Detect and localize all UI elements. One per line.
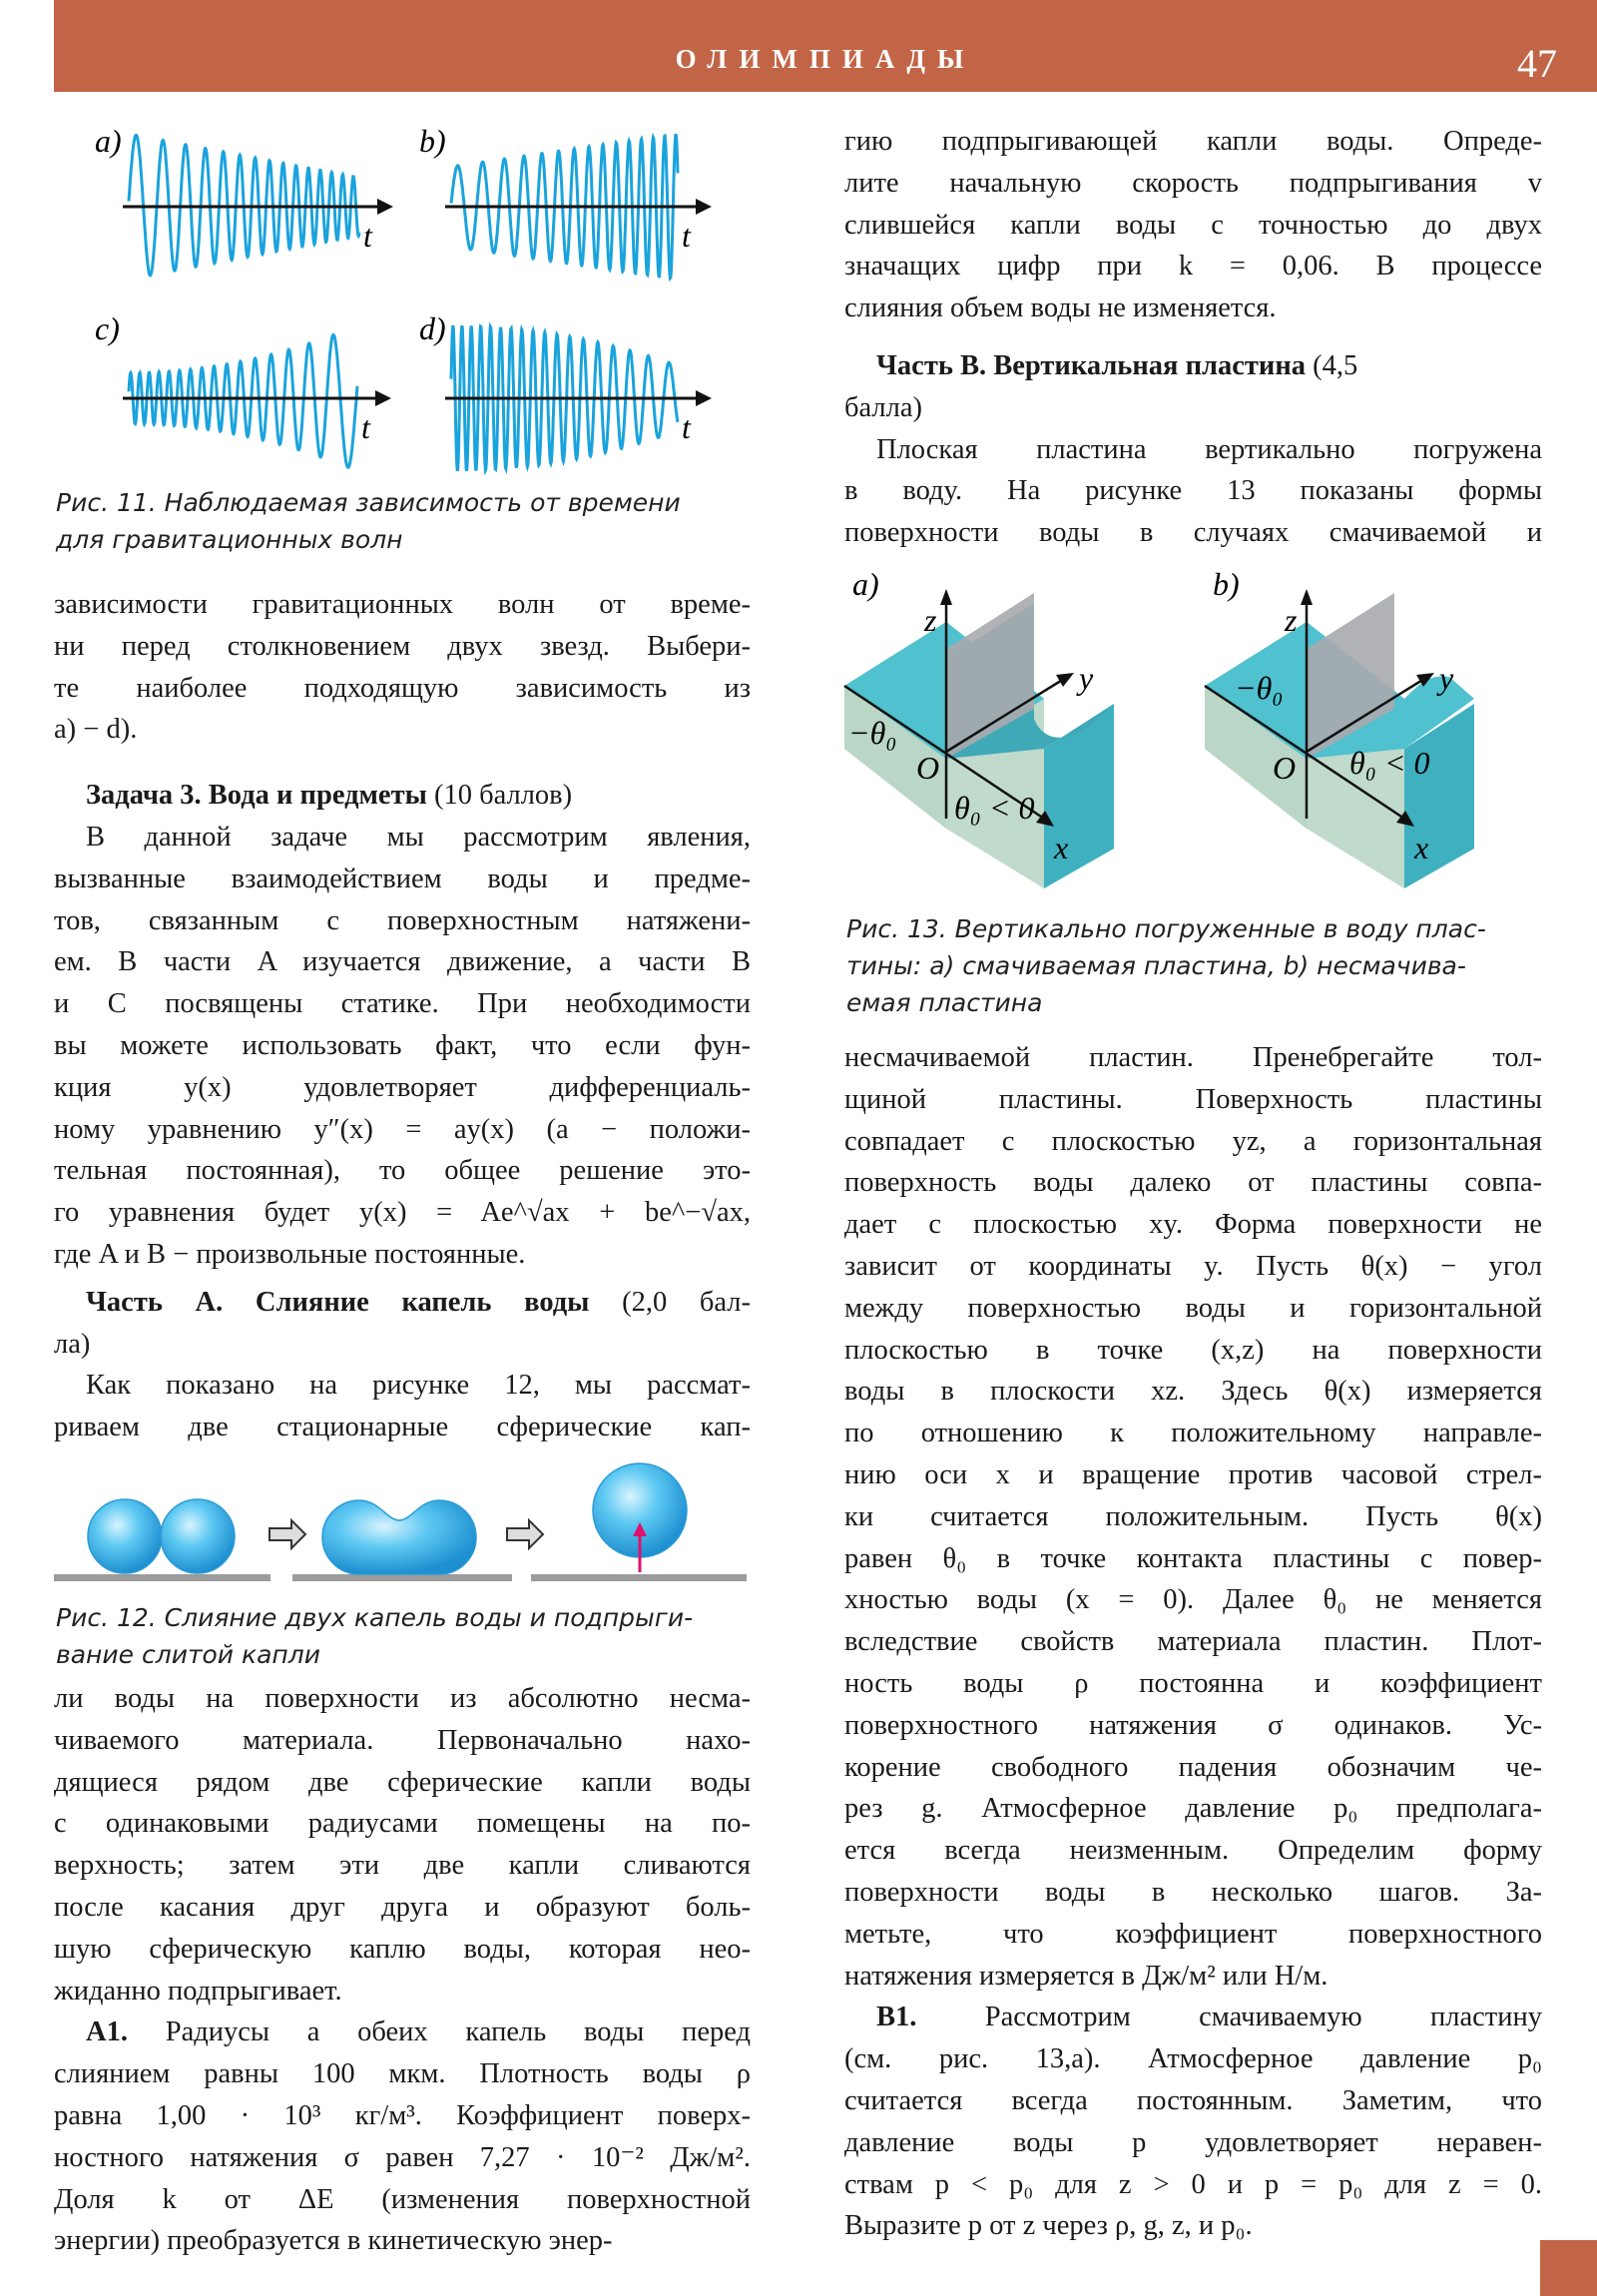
axis-arrow-icon [696,390,712,406]
partB-heading [844,345,1542,429]
text-line: воды в плоскости xz. Здесь θ(x) измеряется [844,1376,1542,1408]
axis-label-y: y [1439,660,1454,696]
z-arrow-icon [1301,589,1313,605]
panel-label: b) [1213,566,1240,602]
page-number: 47 [1517,41,1557,86]
text-line: тов, связанным с поверхностным натяжени- [54,904,751,936]
text-line: Часть А. Слияние капель воды (2,0 бал- [86,1286,751,1318]
wave-signal [129,334,357,467]
caption-line: Рис. 11. Наблюдаемая зависимость от времени [56,488,681,517]
text-line: поверхностного натяжения σ одинаков. Ус- [844,1709,1542,1741]
text-line: Как показано на рисунке 12, мы рассмат- [86,1370,751,1402]
text-line: вследствие свойств материала пластин. Плот- [844,1626,1542,1658]
text-line: после касания друг друга и образуют боль- [54,1891,751,1923]
text-line: чиваемого материала. Первоначально нахо- [54,1724,751,1756]
text-line: дает с плоскостью xy. Форма поверхности не [844,1209,1542,1241]
merging-drops [322,1500,476,1574]
text-line: вызванные взаимодействием воды и предме- [54,862,751,894]
text-line: го уравнения будет y(x) = Ae^√ax + be^−√ax, [54,1197,751,1229]
left-column [54,584,751,1448]
text-line: Часть B. Вертикальная пластина (4,5 [876,349,1358,381]
figure-12-caption [56,1599,693,1673]
angle-label-pos: θ₀ < 0 [954,790,1035,826]
panel-label: a) [95,123,122,159]
heading-title: Часть А. Слияние капель воды [86,1286,623,1318]
text-line: лите начальную скорость подпрыгивания v [844,167,1542,199]
text-line: слившейся капли воды с точностью до двух [844,209,1542,241]
plate-panel-b [1205,566,1474,888]
question-label: A1. [86,2016,128,2048]
text-line: верхность; затем эти две капли сливаются [54,1850,751,1882]
axis-label-z: z [1285,602,1298,638]
plate-panel-a [844,566,1114,888]
figure-12-drops [0,1437,798,1597]
text-line: слияния объем воды не изменяется. [844,292,1277,324]
task3-intro [54,817,751,1276]
axis-label-x: x [1414,830,1429,865]
axis-arrow-icon [696,199,712,215]
text-line: кция y(x) удовлетворяет дифференциаль- [54,1071,751,1103]
text-line: несмачиваемой пластин. Пренебрегайте тол- [844,1042,1542,1073]
text-line: с одинаковыми радиусами помещены на по- [54,1808,751,1840]
section-title: ОЛИМПИАДЫ [675,44,976,74]
axis-label-t: t [682,218,691,254]
caption-line: вание слитой капли [56,1640,320,1669]
text-line: поверхности воды в несколько шагов. За- [844,1876,1542,1908]
text-line: ем. В части A изучается движение, а части B [54,946,751,978]
task3-heading [54,775,751,817]
text-line: вы можете использовать факт, что если фун- [54,1029,751,1061]
text-line: тельная постоянная), то общее решение это- [54,1155,751,1187]
axis-label-y: y [1079,660,1094,696]
text-line: шую сферическую каплю воды, которая нео- [54,1933,751,1965]
origin-label: O [916,750,940,786]
text-line: Задача 3. Вода и предметы (10 баллов) [86,780,573,812]
corner-tab [1540,2240,1597,2296]
partA-intro [54,1365,751,1448]
caption-line: Рис. 13. Вертикально погруженные в воду плас- [846,914,1486,943]
text-line: ность воды ρ постоянна и коэффициент [844,1667,1542,1699]
axis-label-z: z [924,602,937,638]
text-line: зависимости гравитационных волн от време- [54,589,751,620]
panel-label: c) [95,310,120,346]
panel-label: b) [419,123,446,159]
text-line: хностью воды (x = 0). Далее θ₀ не меняется [844,1584,1542,1616]
text-line: B1. Рассмотрим смачиваемую пластину [876,2002,1542,2033]
water-drop [88,1499,162,1573]
text-line: натяжения измеряется в Дж/м² или Н/м. [844,1960,1329,1992]
text-line: (см. рис. 13,a). Атмосферное давление p₀ [844,2043,1542,2075]
axis-label-x: x [1054,830,1069,865]
text-line: гию подпрыгивающей капли воды. Опреде- [844,126,1542,157]
question-label: B1. [876,2002,917,2033]
text-line: значащих цифр при k = 0,06. В процессе [844,251,1542,283]
text-line: метьте, что коэффициент поверхностного [844,1918,1542,1950]
angle-label-pos: θ₀ < 0 [1349,745,1430,781]
surface [531,1574,747,1581]
text-line: ному уравнению y″(x) = ay(x) (a − положи- [54,1113,751,1145]
text-line: Доля k от ΔE (изменения поверхностной [54,2183,751,2215]
text-line: между поверхностью воды и горизонтальной [844,1292,1542,1324]
drops-description [54,1678,751,2011]
text-line: в воду. На рисунке 13 показаны формы [844,475,1542,507]
text-line: ли воды на поверхности из абсолютно несма- [54,1683,751,1714]
text-line: по отношению к положительному направле- [844,1418,1542,1449]
text-line: a) − d). [54,714,138,746]
text-line: ностного натяжения σ равен 7,27 · 10⁻² Дж/м². [54,2141,751,2173]
text-line: нию оси x и вращение против часовой стрел- [844,1458,1542,1490]
y-arrow-icon [1056,673,1074,687]
text-line: зависит от координаты y. Пусть θ(x) − угол [844,1250,1542,1282]
text-line: корение свободного падения обозначим че- [844,1751,1542,1783]
caption-line: Рис. 12. Слияние двух капель воды и подпрыги- [56,1603,694,1632]
text-line: равен θ₀ в точке контакта пластины с повер- [844,1542,1542,1574]
text-line: A1. Радиусы a обеих капель воды перед [86,2016,751,2048]
axis-arrow-icon [377,199,393,215]
question-b1 [844,1997,1542,2247]
process-arrow-icon [269,1520,305,1548]
surface [54,1574,270,1581]
text-line: ни перед столкновением двух звезд. Выбери- [54,630,751,662]
question-a1 [54,2011,751,2262]
heading-title: Задача 3. Вода и предметы [86,780,434,812]
text-line: где A и B − произвольные постоянные. [54,1238,526,1270]
figure-13-caption [846,910,1486,1021]
angle-label-neg: −θ₀ [1235,670,1284,706]
text-line: ла) [54,1328,91,1360]
axis-label-t: t [363,218,372,254]
z-arrow-icon [940,589,952,605]
figure-13-plates [844,559,1563,888]
origin-label: O [1273,750,1297,786]
right-column [844,121,1542,554]
text-line: дящиеся рядом две сферические капли воды [54,1766,751,1798]
caption-line: тины: a) смачиваемая пластина, b) несмачива- [846,951,1466,980]
text-line: риваем две стационарные сферические кап- [54,1412,751,1443]
text-line: считается всегда постоянным. Заметим, что [844,2084,1542,2116]
water-drop [161,1499,235,1573]
partB-description [844,1037,1542,1997]
heading-title: Часть B. Вертикальная пластина [876,349,1314,381]
text-line: Выразите p от z через ρ, g, z, и p₀. [844,2210,1253,2242]
surface [292,1574,512,1581]
text-line: плоскостью в точке (x,z) на поверхности [844,1334,1542,1366]
text-line: энергии) преобразуется в кинетическую энер- [54,2225,613,2257]
figure-11-waves [0,0,798,445]
text-line: те наиболее подходящую зависимость из [54,672,751,704]
text-line: ствам p < p₀ для z > 0 и p = p₀ для z = 0. [844,2168,1542,2200]
axis-label-t: t [361,409,370,445]
right-column-lower [844,1037,1542,2247]
caption-line: емая пластина [846,988,1043,1017]
text-line: В данной задаче мы рассмотрим явления, [86,821,751,853]
text-line: жиданно подпрыгивает. [54,1975,342,2007]
panel-label: a) [852,566,879,602]
text-line: рез g. Атмосферное давление p₀ предполага- [844,1793,1542,1825]
left-column-lower [54,1678,751,2262]
text-line: поверхности воды в случаях смачиваемой и [844,517,1542,549]
text-line: совпадает с плоскостью yz, а горизонтальная [844,1125,1542,1157]
text-line: щиной пластины. Поверхность пластины [844,1083,1542,1115]
a1-continuation [844,121,1542,329]
text-line: равна 1,00 · 10³ кг/м³. Коэффициент поверх- [54,2099,751,2131]
axis-label-t: t [682,409,691,445]
process-arrow-icon [507,1520,543,1548]
panel-label: d) [419,310,446,346]
caption-line: для гравитационных волн [56,525,403,554]
partA-heading [54,1282,751,1366]
text-line: и C посвящены статике. При необходимости [54,988,751,1020]
axis-arrow-icon [375,390,391,406]
paragraph-gw-question [54,584,751,751]
text-line: слиянием равны 100 мкм. Плотность воды ρ [54,2058,751,2090]
text-line: Плоская пластина вертикально погружена [876,433,1542,465]
partB-intro [844,429,1542,554]
text-line: поверхность воды далеко от пластины совпа- [844,1167,1542,1199]
text-line: давление воды p удовлетворяет неравен- [844,2126,1542,2158]
angle-label-neg: −θ₀ [848,715,897,751]
figure-11-caption [56,484,681,558]
text-line: балла) [844,391,922,423]
text-line: ки считается положительным. Пусть θ(x) [844,1500,1542,1532]
text-line: ется всегда неизменным. Определим форму [844,1835,1542,1867]
